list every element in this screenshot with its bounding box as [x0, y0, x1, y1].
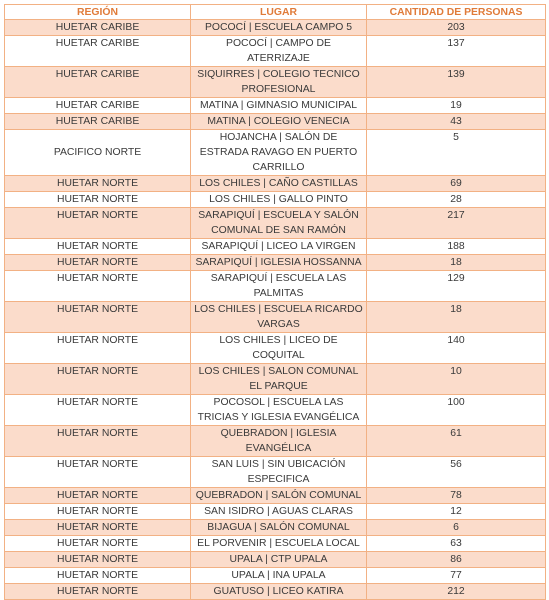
lugar-cell: SARAPIQUÍ | IGLESIA HOSSANNA	[191, 255, 367, 271]
table-row	[5, 255, 546, 271]
region-cell: HUETAR NORTE	[5, 584, 191, 600]
table-row	[5, 520, 546, 536]
region-cell: HUETAR NORTE	[5, 302, 191, 333]
region-cell: HUETAR NORTE	[5, 568, 191, 584]
header-cantidad: CANTIDAD DE PERSONAS	[367, 5, 546, 20]
lugar-cell: QUEBRADON | SALÓN COMUNAL	[191, 488, 367, 504]
cantidad-cell: 137	[367, 36, 546, 67]
region-cell: HUETAR CARIBE	[5, 36, 191, 67]
region-cell: HUETAR CARIBE	[5, 20, 191, 36]
lugar-cell: MATINA | GIMNASIO MUNICIPAL	[191, 98, 367, 114]
shelters-table	[4, 4, 546, 600]
cantidad-cell: 18	[367, 302, 546, 333]
region-cell: HUETAR NORTE	[5, 520, 191, 536]
lugar-cell: EL PORVENIR | ESCUELA LOCAL	[191, 536, 367, 552]
lugar-cell: LOS CHILES | LICEO DE COQUITAL	[191, 333, 367, 364]
cantidad-cell: 6	[367, 520, 546, 536]
cantidad-cell: 5	[367, 130, 546, 176]
table-body	[5, 20, 546, 600]
region-cell: HUETAR CARIBE	[5, 67, 191, 98]
table-row	[5, 333, 546, 364]
table-row	[5, 192, 546, 208]
table-row	[5, 20, 546, 36]
table-row	[5, 130, 546, 176]
table-row	[5, 584, 546, 600]
cantidad-cell: 12	[367, 504, 546, 520]
region-cell: HUETAR NORTE	[5, 176, 191, 192]
region-cell: HUETAR NORTE	[5, 192, 191, 208]
cantidad-cell: 63	[367, 536, 546, 552]
region-cell: HUETAR NORTE	[5, 488, 191, 504]
cantidad-cell: 100	[367, 395, 546, 426]
cantidad-cell: 140	[367, 333, 546, 364]
cantidad-cell: 43	[367, 114, 546, 130]
table-row	[5, 504, 546, 520]
cantidad-cell: 69	[367, 176, 546, 192]
region-cell: HUETAR NORTE	[5, 536, 191, 552]
lugar-cell: UPALA | CTP UPALA	[191, 552, 367, 568]
table-row	[5, 239, 546, 255]
table-row	[5, 98, 546, 114]
cantidad-cell: 86	[367, 552, 546, 568]
cantidad-cell: 203	[367, 20, 546, 36]
table-row	[5, 176, 546, 192]
table-row	[5, 364, 546, 395]
table-row	[5, 552, 546, 568]
lugar-cell: GUATUSO | LICEO KATIRA	[191, 584, 367, 600]
table-container	[4, 4, 545, 600]
cantidad-cell: 10	[367, 364, 546, 395]
region-cell: HUETAR NORTE	[5, 395, 191, 426]
lugar-cell: SAN LUIS | SIN UBICACIÓN ESPECIFICA	[191, 457, 367, 488]
cantidad-cell: 77	[367, 568, 546, 584]
lugar-cell: POCOSOL | ESCUELA LAS TRICIAS Y IGLESIA EVANGÉLICA	[191, 395, 367, 426]
lugar-cell: LOS CHILES | GALLO PINTO	[191, 192, 367, 208]
cantidad-cell: 78	[367, 488, 546, 504]
cantidad-cell: 56	[367, 457, 546, 488]
lugar-cell: QUEBRADON | IGLESIA EVANGÉLICA	[191, 426, 367, 457]
table-row	[5, 67, 546, 98]
table-row	[5, 114, 546, 130]
lugar-cell: SAN ISIDRO | AGUAS CLARAS	[191, 504, 367, 520]
region-cell: HUETAR NORTE	[5, 552, 191, 568]
table-header-row	[5, 5, 546, 20]
cantidad-cell: 217	[367, 208, 546, 239]
lugar-cell: SIQUIRRES | COLEGIO TECNICO PROFESIONAL	[191, 67, 367, 98]
header-region: REGIÓN	[5, 5, 191, 20]
region-cell: HUETAR NORTE	[5, 208, 191, 239]
region-cell: PACIFICO NORTE	[5, 130, 191, 176]
lugar-cell: MATINA | COLEGIO VENECIA	[191, 114, 367, 130]
table-row	[5, 208, 546, 239]
cantidad-cell: 61	[367, 426, 546, 457]
cantidad-cell: 18	[367, 255, 546, 271]
table-row	[5, 568, 546, 584]
table-row	[5, 271, 546, 302]
region-cell: HUETAR CARIBE	[5, 98, 191, 114]
table-row	[5, 395, 546, 426]
lugar-cell: BIJAGUA | SALÓN COMUNAL	[191, 520, 367, 536]
region-cell: HUETAR NORTE	[5, 426, 191, 457]
table-row	[5, 488, 546, 504]
region-cell: HUETAR NORTE	[5, 364, 191, 395]
region-cell: HUETAR NORTE	[5, 333, 191, 364]
table-row	[5, 426, 546, 457]
lugar-cell: UPALA | INA UPALA	[191, 568, 367, 584]
cantidad-cell: 19	[367, 98, 546, 114]
lugar-cell: LOS CHILES | CAÑO CASTILLAS	[191, 176, 367, 192]
table-row	[5, 536, 546, 552]
lugar-cell: SARAPIQUÍ | LICEO LA VIRGEN	[191, 239, 367, 255]
table-row	[5, 302, 546, 333]
lugar-cell: SARAPIQUÍ | ESCUELA LAS PALMITAS	[191, 271, 367, 302]
table-row	[5, 457, 546, 488]
table-row	[5, 36, 546, 67]
cantidad-cell: 188	[367, 239, 546, 255]
cantidad-cell: 212	[367, 584, 546, 600]
lugar-cell: LOS CHILES | ESCUELA RICARDO VARGAS	[191, 302, 367, 333]
lugar-cell: LOS CHILES | SALON COMUNAL EL PARQUE	[191, 364, 367, 395]
region-cell: HUETAR NORTE	[5, 504, 191, 520]
header-lugar: LUGAR	[191, 5, 367, 20]
region-cell: HUETAR NORTE	[5, 271, 191, 302]
cantidad-cell: 129	[367, 271, 546, 302]
region-cell: HUETAR NORTE	[5, 457, 191, 488]
cantidad-cell: 28	[367, 192, 546, 208]
lugar-cell: POCOCÍ | ESCUELA CAMPO 5	[191, 20, 367, 36]
region-cell: HUETAR CARIBE	[5, 114, 191, 130]
lugar-cell: POCOCÍ | CAMPO DE ATERRIZAJE	[191, 36, 367, 67]
region-cell: HUETAR NORTE	[5, 239, 191, 255]
region-cell: HUETAR NORTE	[5, 255, 191, 271]
lugar-cell: HOJANCHA | SALÓN DE ESTRADA RAVAGO EN PUERTO CARRILLO	[191, 130, 367, 176]
cantidad-cell: 139	[367, 67, 546, 98]
lugar-cell: SARAPIQUÍ | ESCUELA Y SALÓN COMUNAL DE SAN RAMÓN	[191, 208, 367, 239]
